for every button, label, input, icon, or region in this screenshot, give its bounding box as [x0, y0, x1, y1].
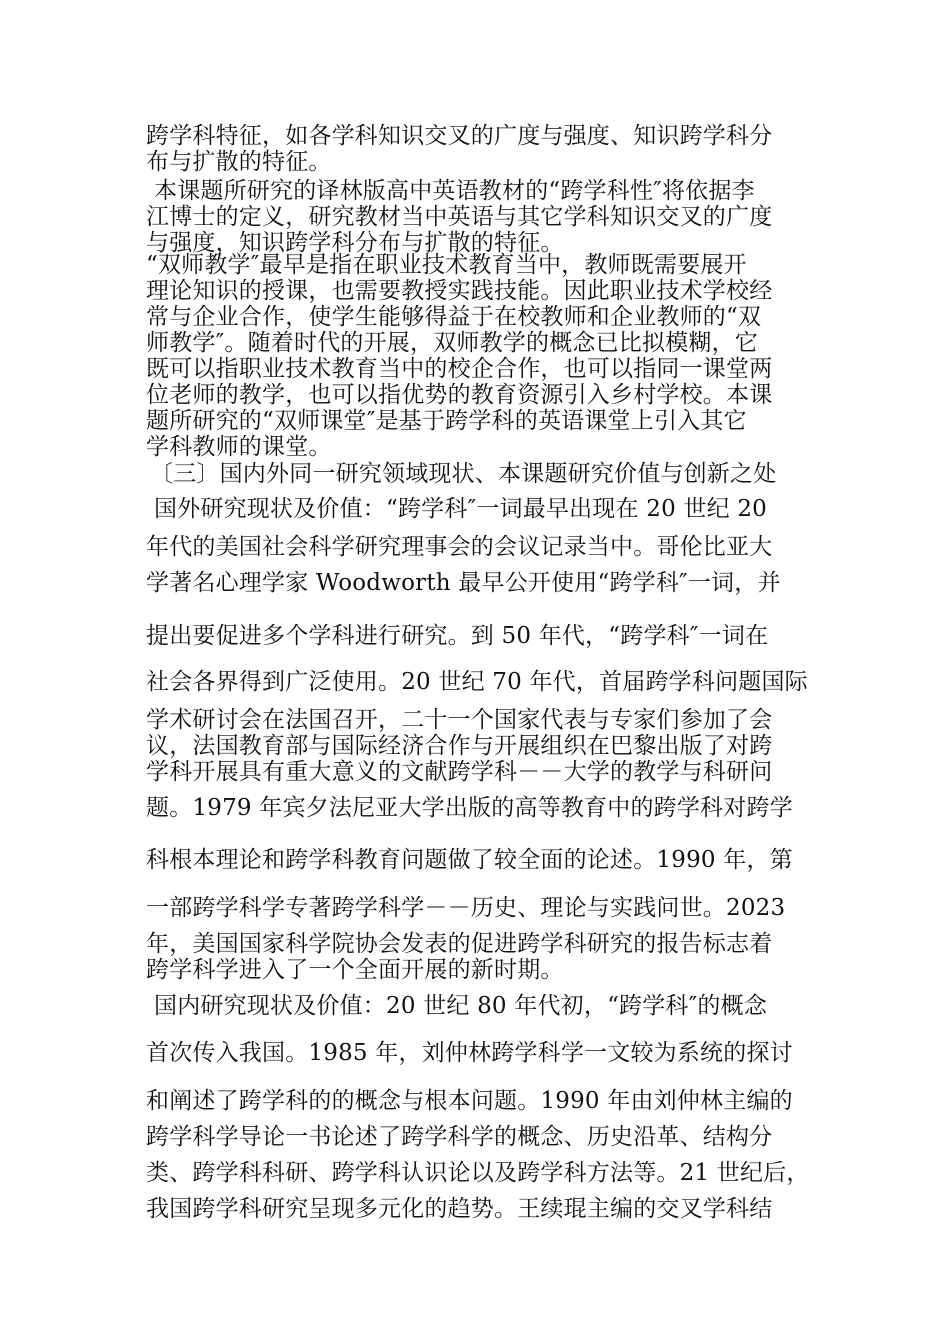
- text-line: 国内研究现状及价值：20 世纪 80 年代初，“跨学科″的概念: [154, 993, 768, 1019]
- text-line: 类、跨学科科研、跨学科认识论以及跨学科方法等。21 世纪后，: [146, 1160, 810, 1186]
- text-line: 位老师的教学，也可以指优势的教育资源引入乡村学校。本课: [146, 382, 773, 408]
- text-line: 学术研讨会在法国召开，二十一个国家代表与专家们参加了会: [146, 707, 773, 733]
- text-line: 一部跨学科学专著跨学科学－－历史、理论与实践问世。2023: [146, 895, 786, 921]
- text-line: 跨学科学导论一书论述了跨学科学的概念、历史沿革、结构分: [146, 1124, 773, 1150]
- text-line: 理论知识的授课，也需要教授实践技能。因此职业技术学校经: [146, 278, 773, 304]
- text-line: 学科开展具有重大意义的文献跨学科－－大学的教学与科研问: [146, 759, 773, 785]
- text-line: 社会各界得到广泛使用。20 世纪 70 年代，首届跨学科问题国际: [146, 669, 808, 695]
- text-line: 与强度，知识跨学科分布与扩散的特征。: [146, 230, 564, 256]
- section-heading: 〔三〕国内外同一研究领域现状、本课题研究价值与创新之处: [150, 461, 777, 487]
- text-line: 师教学″。随着时代的开展，双师教学的概念已比拟模糊，它: [146, 330, 758, 356]
- text-line: 科根本理论和跨学科教育问题做了较全面的论述。1990 年，第: [146, 847, 793, 873]
- text-line: 议，法国教育部与国际经济合作与开展组织在巴黎出版了对跨: [146, 733, 773, 759]
- text-line: 跨学科特征，如各学科知识交叉的广度与强度、知识跨学科分: [146, 123, 773, 149]
- text-line: 首次传入我国。1985 年，刘仲林跨学科学一文较为系统的探讨: [146, 1040, 793, 1066]
- text-line: 国外研究现状及价值：“跨学科″一词最早出现在 20 世纪 20: [154, 496, 768, 522]
- text-line: 提出要促进多个学科进行研究。到 50 年代，“跨学科″一词在: [146, 623, 769, 649]
- text-line: 既可以指职业技术教育当中的校企合作，也可以指同一课堂两: [146, 356, 773, 382]
- text-line: 江博士的定义，研究教材当中英语与其它学科知识交叉的广度: [146, 204, 773, 230]
- text-line: 题所研究的“双师课堂″是基于跨学科的英语课堂上引入其它: [146, 408, 747, 434]
- text-line: 跨学科学进入了一个全面开展的新时期。: [146, 957, 564, 983]
- text-line: 年代的美国社会科学研究理事会的会议记录当中。哥伦比亚大: [146, 534, 773, 560]
- text-line: 学著名心理学家 Woodworth 最早公开使用“跨学科″一词，并: [146, 570, 781, 596]
- text-line: 学科教师的课堂。: [146, 434, 332, 460]
- text-line: 常与企业合作，使学生能够得益于在校教师和企业教师的“双: [146, 304, 762, 330]
- text-line: 布与扩散的特征。: [146, 149, 332, 175]
- text-line: 年，美国国家科学院协会发表的促进跨学科研究的报告标志着: [146, 931, 773, 957]
- text-line: 题。1979 年宾夕法尼亚大学出版的高等教育中的跨学科对跨学: [146, 795, 793, 821]
- text-line: “双师教学″最早是指在职业技术教育当中，教师既需要展开: [146, 252, 747, 278]
- text-line: 我国跨学科研究呈现多元化的趋势。王续琨主编的交叉学科结: [146, 1196, 773, 1222]
- text-line: 和阐述了跨学科的的概念与根本问题。1990 年由刘仲林主编的: [146, 1088, 793, 1114]
- text-line: 本课题所研究的译林版高中英语教材的“跨学科性″将依据李: [154, 178, 755, 204]
